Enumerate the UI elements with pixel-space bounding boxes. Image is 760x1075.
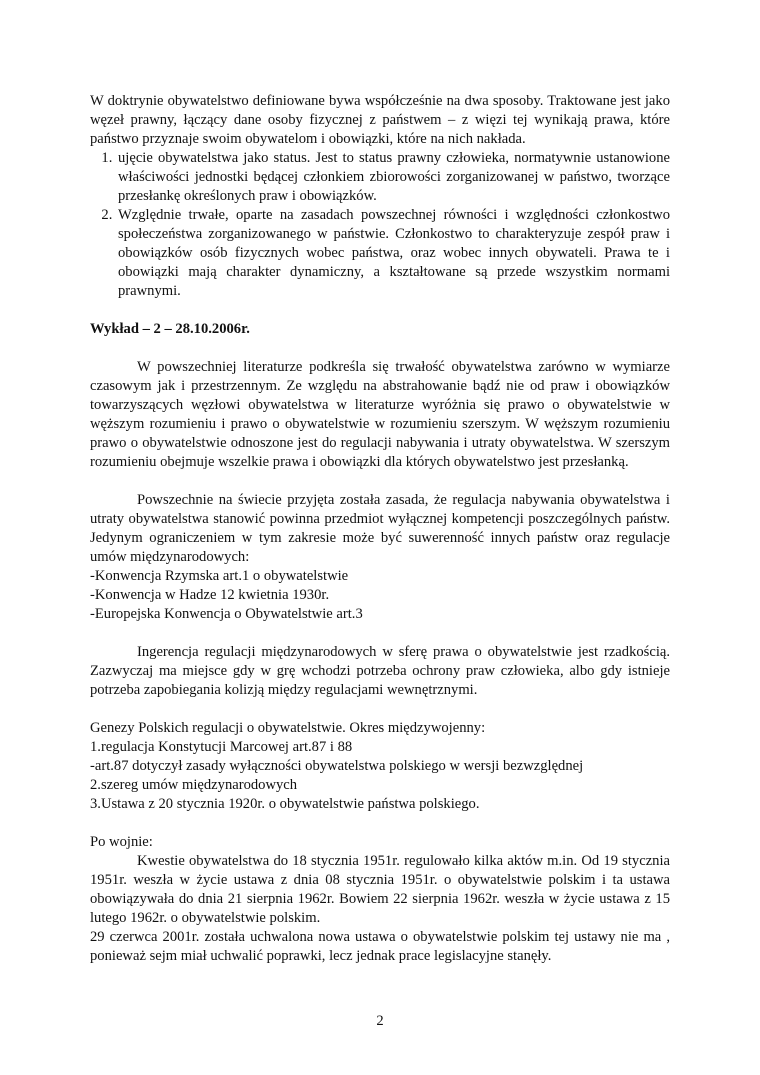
genesis-item: 1.regulacja Konstytucji Marcowej art.87 i 88 [90,739,353,755]
intro-paragraph: W doktrynie obywatelstwo definiowane bywa współcześnie na dwa sposoby. Traktowane jest jako węzeł prawny, łączący dane osoby fizycznej z państwem – z więzi tej wynikają prawa, które państwo przyznaje swoim obywatelom i obowiązki, które na nich nakłada. [90,93,670,147]
genesis-item: -art.87 dotyczył zasady wyłączności obywatelstwa polskiego w wersji bezwzględnej [90,758,584,774]
page-number: 2 [376,1013,384,1029]
spacer [90,301,670,320]
spacer [90,700,670,719]
paragraph-literature: W powszechniej literaturze podkreśla się trwałość obywatelstwa zarówno w wymiarze czasowym jak i przestrzennym. Ze względu na abstrahowanie bądź nie od praw i obowiązków towarzyszących węzłowi obywatelstwa w literaturze wyróżnia się prawo o obywatelstwie w węższym rozumieniu i prawo o obywatelstwie w rozumieniu szerszym. W węższym rozumieniu prawo o obywatelstwie odnoszone jest do regulacji nabywania i utraty obywatelstwa. W szerszym rozumieniu obejmuje wszelkie prawa i obowiązki dla których obywatelstwo jest przesłanką. [90,359,670,470]
convention-item: -Konwencja Rzymska art.1 o obywatelstwie [90,568,349,584]
paragraph-principle: Powszechnie na świecie przyjęta została zasada, że regulacja nabywania obywatelstwa i utraty obywatelstwa stanowić powinna przedmiot wyłącznej kompetencji poszczególnych państw. Jedynym ograniczeniem w tym zakresie może być suwerenność innych państw oraz regulacje umów międzynarodowych: [90,492,670,565]
definition-list [90,149,670,301]
document-body [90,92,670,966]
genesis-item: 3.Ustawa z 20 stycznia 1920r. o obywatelstwie państwa polskiego. [90,796,480,812]
genesis-heading: Genezy Polskich regulacji o obywatelstwie. Okres międzywojenny: [90,720,486,736]
convention-item: -Europejska Konwencja o Obywatelstwie art.3 [90,606,363,622]
genesis-item: 2.szereg umów międzynarodowych [90,777,298,793]
paragraph-interference: Ingerencja regulacji międzynarodowych w sferę prawa o obywatelstwie jest rzadkością. Zazwyczaj ma miejsce gdy w grę wchodzi potrzeba ochrony praw człowieka, albo gdy istnieje potrzeba zapobiegania kolizją między regulacjami wewnętrznymi. [90,644,670,698]
postwar-heading: Po wojnie: [90,834,153,850]
spacer [90,814,670,833]
lecture-heading: Wykład – 2 – 28.10.2006r. [90,321,250,337]
definition-item: 2. Względnie trwałe, oparte na zasadach powszechnej równości i względności członkostwo społeczeństwa zorganizowanego w państwie. Członkostwo to charakteryzuje zespół praw i obowiązków osób fizycznych wobec państwa, oraz wobec innych obywateli. Prawa te i obowiązki mają charakter dynamiczny, a kształtowane są przede wszystkim normami prawnymi. [116,206,670,301]
spacer [90,339,670,358]
paragraph-postwar: Kwestie obywatelstwa do 18 stycznia 1951r. regulowało kilka aktów m.in. Od 19 stycznia 1951r. weszła w życie ustawa z dnia 08 stycznia 1951r. o obywatelstwie polskim i ta ustawa obowiązywała do dnia 21 sierpnia 1962r. Bowiem 22 sierpnia 1962r. weszła w życie ustawa z 15 lutego 1962r. o obywatelstwie polskim. [90,853,670,926]
spacer [90,624,670,643]
definition-item: 1. ujęcie obywatelstwa jako status. Jest to status prawny człowieka, normatywnie ustanowione właściwości jednostki będącej członkiem zbiorowości zorganizowanej w państwo, tworzące przesłankę określonych praw i obowiązków. [116,149,670,206]
spacer [90,472,670,491]
paragraph-new-act: 29 czerwca 2001r. została uchwalona nowa ustawa o obywatelstwie polskim tej ustawy nie ma , ponieważ sejm miał uchwalić poprawki, lecz jednak prace legislacyjne stanęły. [90,929,670,964]
convention-item: -Konwencja w Hadze 12 kwietnia 1930r. [90,587,330,603]
